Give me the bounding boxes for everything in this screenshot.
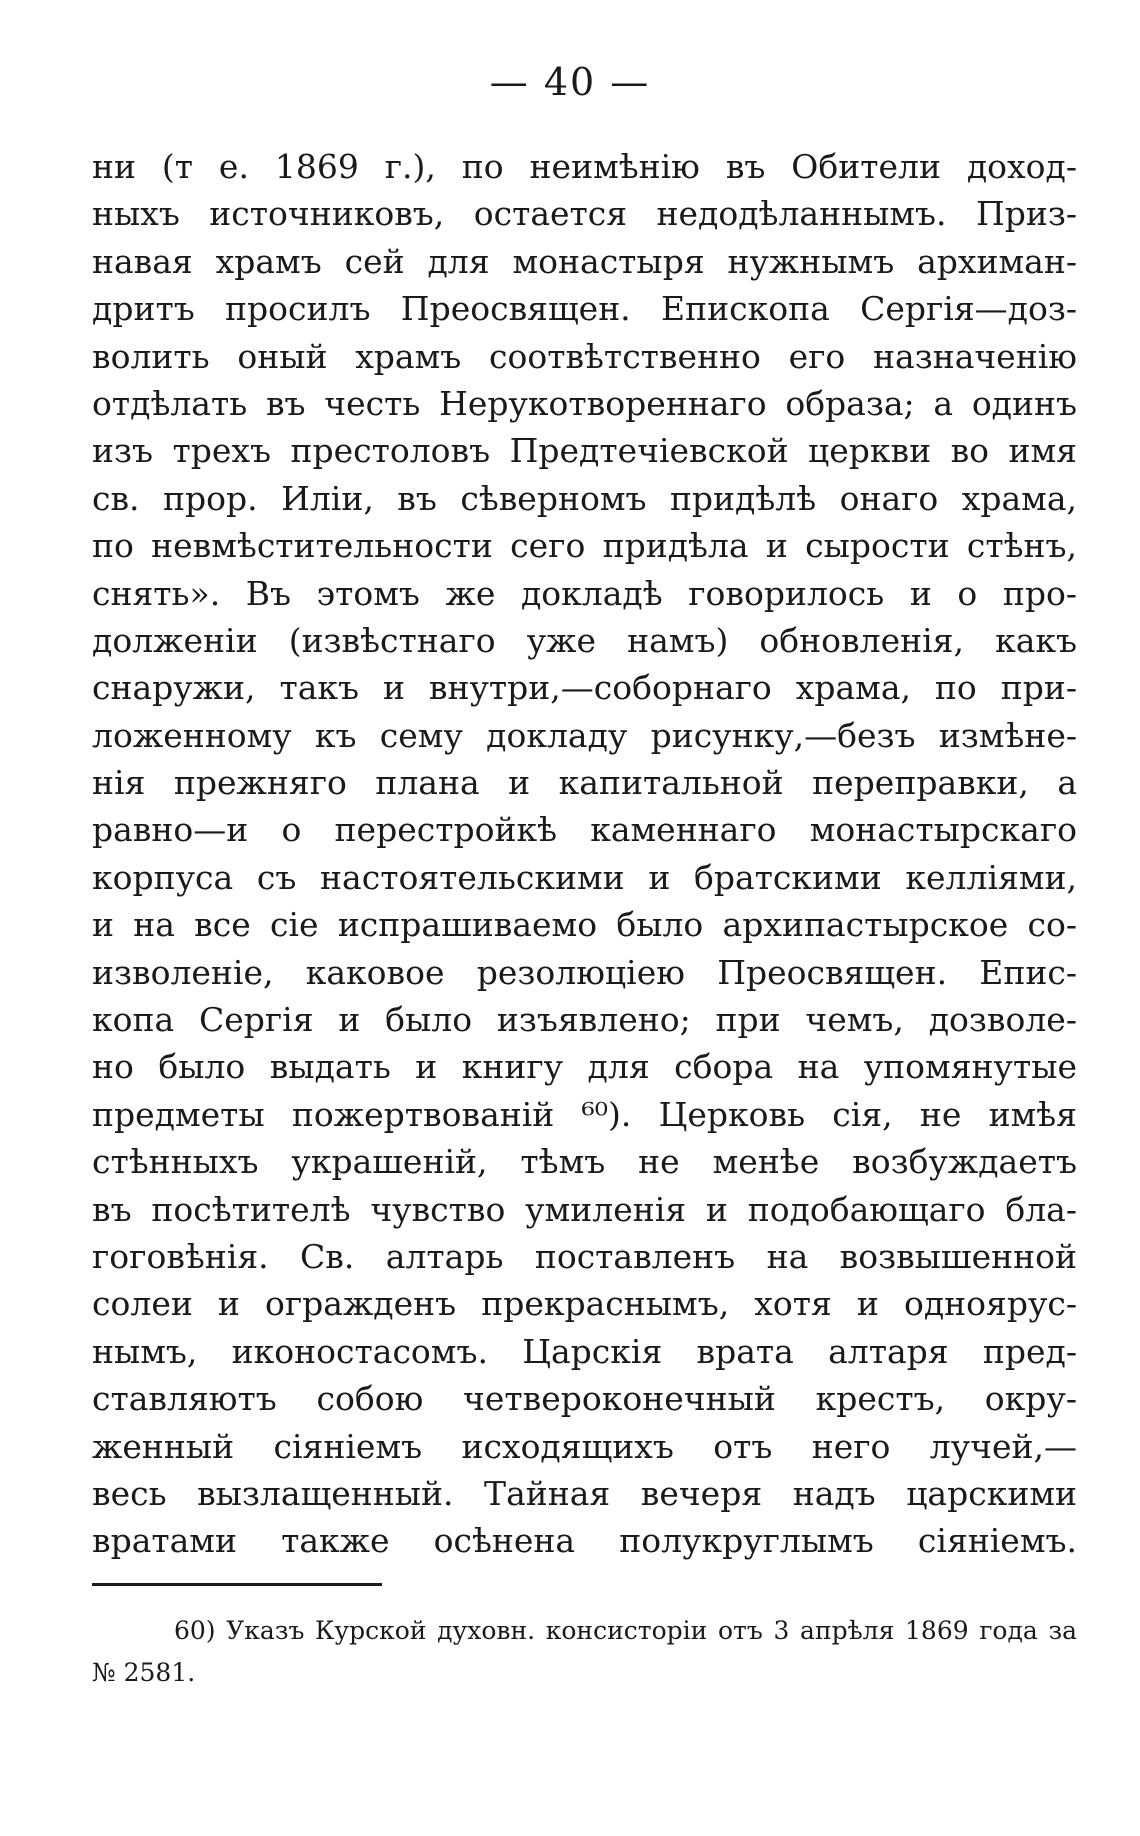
text-line: равно—и о перестройкѣ каменнаго монастырскаго xyxy=(92,810,1077,850)
text-line: по невмѣстительности сего придѣла и сырости стѣнъ, xyxy=(92,526,1077,566)
text-line: вратами также осѣнена полукруглымъ сіяніемъ. xyxy=(92,1521,1077,1561)
text-line: отдѣлать въ честь Нерукотвореннаго образа; а одинъ xyxy=(92,383,1077,423)
text-line: нія прежняго плана и капитальной переправки, а xyxy=(92,763,1077,803)
footnote xyxy=(92,1610,1077,1694)
text-line: гоговѣнія. Св. алтарь поставленъ на возвышенной xyxy=(92,1236,1077,1276)
text-line: стѣнныхъ украшеній, тѣмъ не менѣе возбуждаетъ xyxy=(92,1142,1077,1182)
text-line: снаружи, такъ и внутри,—соборнаго храма, по при- xyxy=(92,668,1077,708)
text-line: корпуса съ настоятельскими и братскими келліями, xyxy=(92,857,1077,897)
text-line: ложенному къ сему докладу рисунку,—безъ измѣне- xyxy=(92,715,1077,755)
text-line: нымъ, иконостасомъ. Царскія врата алтаря пред- xyxy=(92,1331,1077,1371)
footnote-line: № 2581. xyxy=(92,1658,196,1687)
text-line: изъ трехъ престоловъ Предтечіевской церкви во имя xyxy=(92,431,1077,471)
text-line: снять». Въ этомъ же докладѣ говорилось и о про- xyxy=(92,573,1077,613)
text-line: изволеніе, каковое резолюціею Преосвящен. Епис- xyxy=(92,952,1077,992)
text-line: ныхъ источниковъ, остается недодѣланнымъ. Приз- xyxy=(92,194,1077,234)
text-line: солеи и огражденъ прекраснымъ, хотя и одноярус- xyxy=(92,1284,1077,1324)
text-line: ни (т е. 1869 г.), по неимѣнію въ Обители доход- xyxy=(92,147,1077,186)
text-line: копа Сергія и было изъявлено; при чемъ, дозволе- xyxy=(92,1000,1077,1040)
body-text xyxy=(92,143,1077,1565)
text-line: долженіи (извѣстнаго уже намъ) обновленія, какъ xyxy=(92,620,1077,660)
footnote-line: 60) Указъ Курской духовн. консисторіи отъ 3 апрѣля 1869 года за xyxy=(174,1616,1077,1645)
text-line: предметы пожертвованій ⁶⁰). Церковь сія, не имѣя xyxy=(92,1094,1077,1134)
text-line: дритъ просилъ Преосвящен. Епископа Сергія—доз- xyxy=(92,289,1077,329)
footnote-divider xyxy=(92,1583,382,1586)
text-line: въ посѣтителѣ чувство умиленія и подобающаго бла- xyxy=(92,1189,1077,1229)
text-line: весь вызлащенный. Тайная вечеря надъ царскими xyxy=(92,1473,1077,1513)
text-line: св. прор. Иліи, въ сѣверномъ придѣлѣ онаго храма, xyxy=(92,478,1077,518)
page-number: — 40 — xyxy=(489,60,651,104)
text-line: женный сіяніемъ исходящихъ отъ него лучей,— xyxy=(92,1426,1077,1466)
text-line: и на все сіе испрашиваемо было архипастырское со- xyxy=(92,905,1077,945)
text-line: ставляютъ собою четвероконечный крестъ, окру- xyxy=(92,1379,1077,1419)
text-line: волить оный храмъ соотвѣтственно его назначенію xyxy=(92,336,1077,376)
text-line: навая храмъ сей для монастыря нужнымъ архиман- xyxy=(92,241,1077,281)
text-line: но было выдать и книгу для сбора на упомянутые xyxy=(92,1047,1077,1087)
